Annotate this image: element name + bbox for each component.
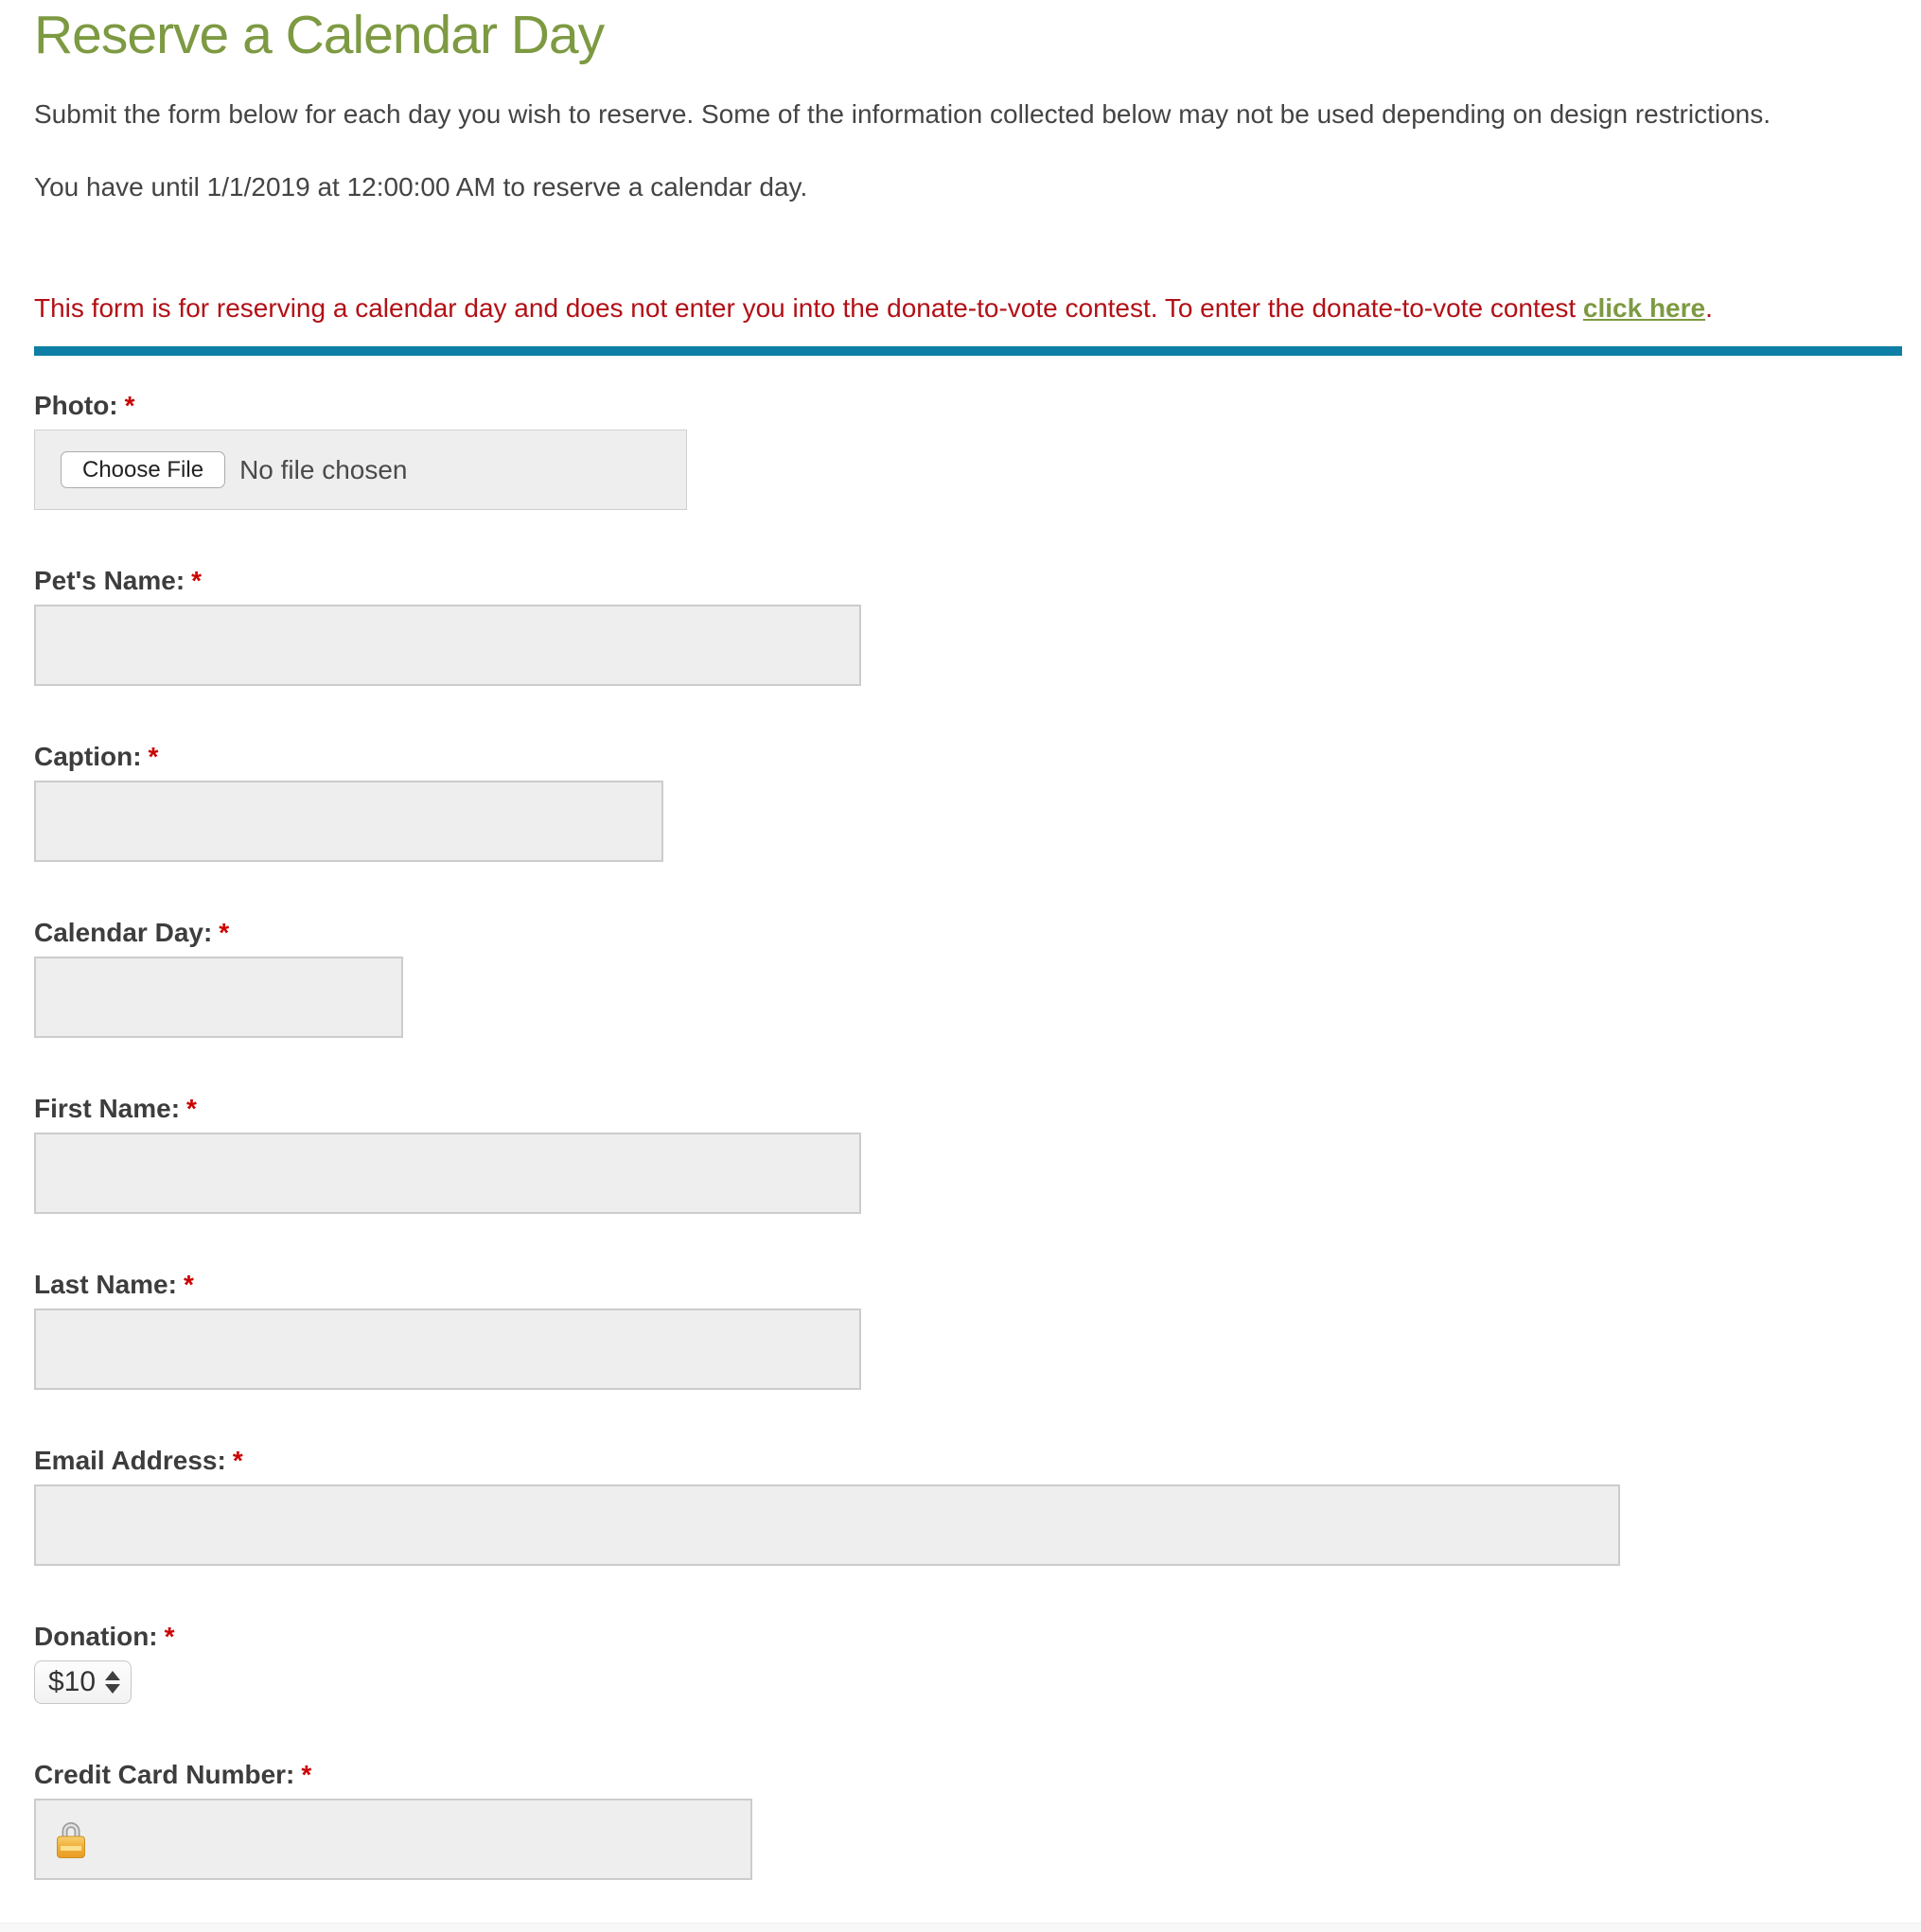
caption-label-text: Caption: — [34, 742, 142, 771]
donation-label — [34, 1620, 1902, 1654]
required-asterisk: * — [232, 1446, 243, 1475]
first-name-input[interactable] — [34, 1133, 861, 1214]
first-name-label-text: First Name: — [34, 1094, 181, 1123]
pets-name-label-text: Pet's Name: — [34, 566, 185, 595]
last-name-field — [34, 1268, 1902, 1390]
caption-label — [34, 740, 1902, 774]
last-name-label — [34, 1268, 1902, 1302]
first-name-label — [34, 1092, 1902, 1126]
up-down-arrows-icon — [105, 1671, 120, 1694]
warning-text-suffix: . — [1705, 293, 1713, 323]
file-chosen-status: No file chosen — [239, 454, 408, 484]
caption-field — [34, 740, 1902, 862]
credit-card-field — [34, 1758, 1902, 1880]
donation-field — [34, 1620, 1902, 1704]
email-label-text: Email Address: — [34, 1446, 226, 1475]
calendar-day-field — [34, 916, 1902, 1038]
email-input[interactable] — [34, 1484, 1620, 1566]
pets-name-label — [34, 564, 1902, 598]
credit-card-input[interactable] — [34, 1799, 752, 1880]
required-asterisk: * — [124, 391, 135, 420]
donation-select[interactable] — [34, 1660, 132, 1704]
required-asterisk: * — [148, 742, 159, 771]
arrow-down-icon — [105, 1684, 120, 1694]
required-asterisk: * — [164, 1622, 175, 1651]
email-field — [34, 1444, 1902, 1566]
first-name-field — [34, 1092, 1902, 1214]
donation-selected-value: $10 — [48, 1666, 97, 1697]
arrow-up-icon — [105, 1671, 120, 1680]
credit-card-label-text: Credit Card Number: — [34, 1760, 295, 1789]
photo-label — [34, 389, 1902, 423]
calendar-day-label-text: Calendar Day: — [34, 918, 213, 947]
photo-label-text: Photo: — [34, 391, 118, 420]
required-asterisk: * — [186, 1094, 197, 1123]
required-asterisk: * — [219, 918, 230, 947]
calendar-day-label — [34, 916, 1902, 950]
photo-field — [34, 389, 1902, 510]
deadline-text: You have until 1/1/2019 at 12:00:00 AM to reserve a calendar day. — [34, 172, 808, 202]
required-asterisk: * — [191, 566, 203, 595]
last-name-label-text: Last Name: — [34, 1270, 177, 1299]
warning-text — [34, 288, 1842, 328]
donation-label-text: Donation: — [34, 1622, 158, 1651]
pets-name-field — [34, 564, 1902, 686]
last-name-input[interactable] — [34, 1308, 861, 1390]
intro-text: Submit the form below for each day you wish to reserve. Some of the information collected below may not be used depending on design restrictions. — [34, 99, 1771, 129]
credit-card-label — [34, 1758, 1902, 1792]
caption-input[interactable] — [34, 781, 663, 862]
click-here-link[interactable]: click here — [1582, 293, 1706, 323]
next-section-strip — [0, 1923, 1921, 1932]
required-asterisk: * — [301, 1760, 312, 1789]
email-label — [34, 1444, 1902, 1478]
choose-file-button[interactable]: Choose File — [61, 451, 225, 488]
credit-card-input-wrap — [34, 1799, 752, 1880]
calendar-day-input[interactable] — [34, 957, 403, 1038]
photo-file-input[interactable] — [34, 430, 687, 510]
pets-name-input[interactable] — [34, 605, 861, 686]
section-divider — [34, 346, 1902, 356]
warning-text-body: This form is for reserving a calendar day and does not enter you into the donate-to-vote contest. To enter the donate-to-vote contest — [34, 293, 1583, 323]
required-asterisk: * — [183, 1270, 194, 1299]
page-title: Reserve a Calendar Day — [34, 5, 605, 65]
